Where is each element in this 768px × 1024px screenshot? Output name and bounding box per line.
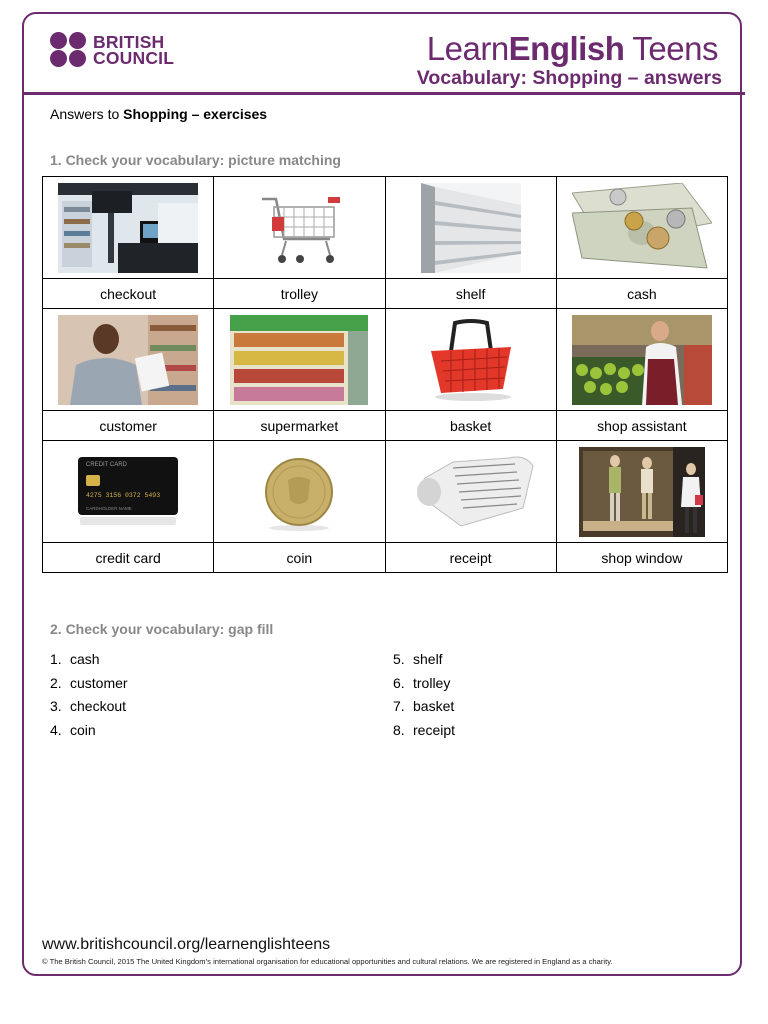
list-item bbox=[393, 672, 455, 696]
header-divider bbox=[22, 92, 745, 95]
label-cell: coin bbox=[214, 543, 385, 573]
picture-cell bbox=[214, 309, 385, 411]
page-title: Vocabulary: Shopping – answers bbox=[416, 67, 722, 89]
label-cell: receipt bbox=[385, 543, 556, 573]
picture-cell bbox=[385, 177, 556, 279]
label-cell: supermarket bbox=[214, 411, 385, 441]
answer-number: 3. bbox=[50, 698, 62, 715]
answer-number: 4. bbox=[50, 722, 62, 739]
coin-photo-icon bbox=[254, 452, 344, 532]
answer-text: trolley bbox=[413, 674, 451, 691]
label-cell: checkout bbox=[43, 279, 214, 309]
label-cell: credit card bbox=[43, 543, 214, 573]
answer-number: 7. bbox=[393, 698, 405, 715]
picture-cell bbox=[556, 177, 727, 279]
answer-text: receipt bbox=[413, 722, 456, 739]
picture-cell bbox=[43, 441, 214, 543]
learnenglish-teens-logo bbox=[427, 30, 718, 68]
answer-number: 1. bbox=[50, 651, 62, 667]
trolley-photo-icon bbox=[254, 189, 344, 267]
intro-text bbox=[50, 106, 267, 122]
picture-cell bbox=[385, 441, 556, 543]
checkout-photo-icon bbox=[58, 183, 198, 273]
label-cell: cash bbox=[556, 279, 727, 309]
supermarket-photo-icon bbox=[230, 315, 368, 405]
list-item bbox=[393, 648, 455, 672]
picture-cell bbox=[43, 177, 214, 279]
footer-url-link[interactable]: www.britishcouncil.org/learnenglishteens bbox=[42, 936, 331, 953]
brand-english: English bbox=[508, 30, 625, 67]
customer-photo-icon bbox=[58, 315, 198, 405]
british-council-dots-icon bbox=[50, 32, 87, 67]
list-item bbox=[50, 648, 128, 672]
section2-heading: 2. Check your vocabulary: gap fill bbox=[50, 621, 274, 637]
list-item bbox=[393, 719, 455, 743]
list-item bbox=[393, 695, 455, 719]
org-name-line1: BRITISH bbox=[93, 31, 165, 52]
answer-text: shelf bbox=[413, 651, 443, 667]
answer-number: 2. bbox=[50, 674, 62, 691]
answer-text: customer bbox=[70, 674, 128, 691]
picture-cell bbox=[385, 309, 556, 411]
answer-number: 5. bbox=[393, 651, 405, 667]
label-cell: trolley bbox=[214, 279, 385, 309]
gap-fill-answers-left bbox=[50, 648, 128, 743]
answer-text: checkout bbox=[70, 698, 127, 715]
footer-copyright: © The British Council, 2015 The United Kingdom’s international organisation for educational opportunities and cultural relations. We are registered in England as a charity. bbox=[42, 957, 613, 966]
shop-assistant-photo-icon bbox=[572, 315, 712, 405]
british-council-logo bbox=[50, 32, 174, 67]
intro-prefix: Answers to bbox=[50, 106, 124, 122]
answer-number: 8. bbox=[393, 722, 405, 739]
shelf-photo-icon bbox=[421, 183, 521, 273]
shop-window-photo-icon bbox=[579, 447, 705, 537]
picture-matching-table bbox=[42, 176, 728, 573]
gap-fill-answers-right bbox=[393, 648, 455, 743]
cash-photo-icon bbox=[572, 183, 712, 273]
section1-heading: 1. Check your vocabulary: picture matching bbox=[50, 152, 341, 168]
label-cell: basket bbox=[385, 411, 556, 441]
answer-number: 6. bbox=[393, 674, 405, 691]
receipt-photo-icon bbox=[405, 452, 537, 532]
answer-text: cash bbox=[70, 651, 100, 667]
card-number: 4275 3156 0372 5493 bbox=[86, 491, 161, 499]
answer-text: coin bbox=[70, 722, 96, 739]
list-item bbox=[50, 719, 128, 743]
org-name-line2: COUNCIL bbox=[93, 47, 175, 68]
list-item bbox=[50, 672, 128, 696]
card-title: CREDIT CARD bbox=[86, 461, 128, 468]
credit-card-photo-icon bbox=[76, 455, 180, 529]
label-cell: shop window bbox=[556, 543, 727, 573]
label-cell: customer bbox=[43, 411, 214, 441]
picture-cell bbox=[214, 177, 385, 279]
picture-cell bbox=[43, 309, 214, 411]
card-holder: CARDHOLDER NAME bbox=[86, 505, 132, 511]
picture-cell bbox=[556, 309, 727, 411]
label-cell: shop assistant bbox=[556, 411, 727, 441]
picture-cell bbox=[556, 441, 727, 543]
brand-learn: Learn bbox=[426, 30, 509, 67]
answer-text: basket bbox=[413, 698, 455, 715]
intro-bold: Shopping – exercises bbox=[123, 106, 268, 122]
basket-photo-icon bbox=[421, 317, 521, 403]
picture-cell bbox=[214, 441, 385, 543]
label-cell: shelf bbox=[385, 279, 556, 309]
list-item bbox=[50, 695, 128, 719]
brand-teens: Teens bbox=[624, 30, 718, 67]
